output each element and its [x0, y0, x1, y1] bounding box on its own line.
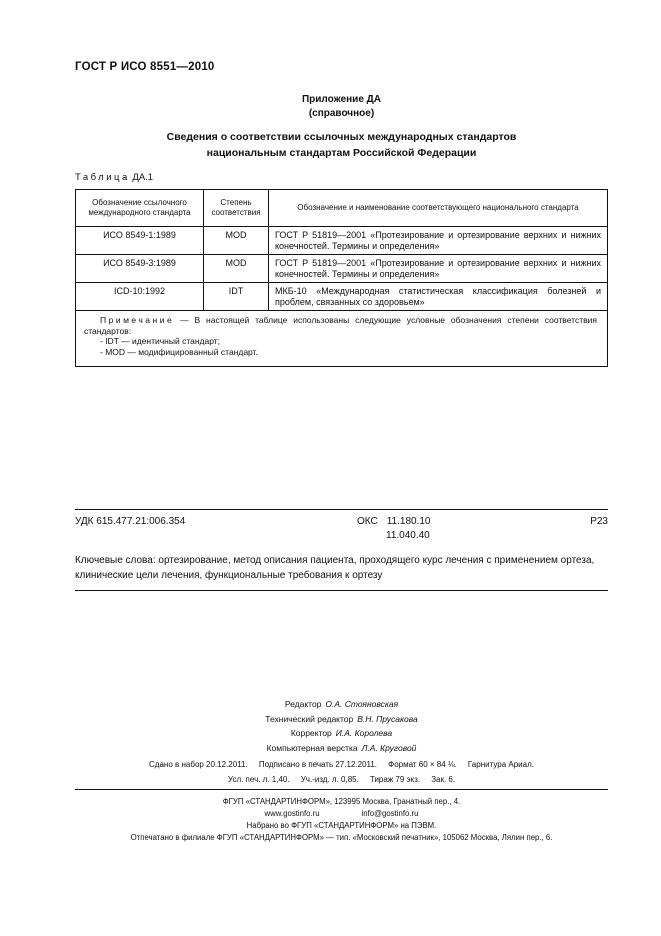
table-note	[76, 311, 608, 367]
header-degree-of-correspondence: Степень соответствия	[204, 190, 269, 227]
reference-standard-cell: ИСО 8549-3:1989	[76, 255, 204, 283]
note-text: — В настоящей таблице использованы следующие условные обозначения степени соответствия стандартов:	[84, 315, 597, 336]
annex-type: (справочное)	[308, 107, 375, 119]
degree-cell: MOD	[204, 227, 269, 255]
publisher-typeset-note: Набрано во ФГУП «СТАНДАРТИНФОРМ» на ПЭВМ.	[246, 821, 437, 830]
note-label: Примечание	[100, 315, 175, 325]
table-caption-number: ДА.1	[132, 172, 154, 183]
degree-cell: MOD	[204, 255, 269, 283]
reference-standard-cell: ИСО 8549-1:1989	[76, 227, 204, 255]
publisher-block	[75, 796, 608, 844]
national-standard-cell: МКБ-10 «Международная статистическая классификация болезней и проблем, связанных со здоровьем»	[269, 283, 608, 311]
publisher-contacts	[75, 808, 608, 820]
table-row	[76, 227, 608, 255]
degree-cell: IDT	[204, 283, 269, 311]
reference-standard-cell: ICD-10:1992	[76, 283, 204, 311]
header-national-standard: Обозначение и наименование соответствующего национального стандарта	[269, 190, 608, 227]
credit-role: Корректор	[290, 728, 332, 738]
oks-code-line	[357, 516, 430, 527]
annex-heading	[75, 93, 608, 120]
correspondence-table	[75, 189, 608, 367]
publisher-printing-note: Отпечатано в филиале ФГУП «СТАНДАРТИНФОРМ» — тип. «Московский печатник», 105062 Москва, Лялин пер., 6.	[130, 833, 553, 842]
publisher-email: info@gostinfo.ru	[361, 809, 419, 818]
annex-label: Приложение ДА	[301, 94, 382, 105]
publisher-address: ФГУП «СТАНДАРТИНФОРМ», 123995 Москва, Гранатный пер., 4.	[222, 797, 461, 806]
note-paragraph	[84, 315, 597, 336]
credit-name: Л.А. Круговой	[361, 742, 417, 753]
credit-proofreader	[75, 726, 608, 741]
group-code: Р23	[590, 516, 608, 527]
imprint-line-2: Усл. печ. л. 1,40. Уч.-изд. л. 0,85. Тираж 79 экз. Зак. 6.	[227, 775, 456, 784]
note-item-idt: - IDT — идентичный стандарт;	[100, 336, 221, 346]
table-note-row	[76, 311, 608, 367]
credit-layout	[75, 741, 608, 756]
classification-row	[75, 516, 608, 546]
divider-line	[75, 509, 608, 510]
credits-block	[75, 697, 608, 755]
national-standard-cell: ГОСТ Р 51819—2001 «Протезирование и ортезирование верхних и нижних конечностей. Термины и определения»	[269, 227, 608, 255]
oks-label: ОКС	[357, 516, 378, 527]
table-row	[76, 283, 608, 311]
credit-role: Компьютерная верстка	[266, 742, 358, 753]
credit-name: В.Н. Прусакова	[357, 713, 418, 724]
oks-code-2: 11.040.40	[386, 530, 430, 541]
udk-code: УДК 615.477.21:006.354	[75, 516, 186, 527]
section-title-text: Сведения о соответствии ссылочных международных стандартов национальным стандартам Российской Федерации	[166, 131, 517, 159]
credit-name: О.А. Стояновская	[325, 699, 399, 709]
credit-name: И.А. Королева	[335, 728, 393, 738]
credit-role: Редактор	[284, 699, 322, 709]
table-caption	[75, 172, 153, 183]
keywords-paragraph: Ключевые слова: ортезирование, метод описания пациента, проходящего курс лечения с применением ортеза, клинические цели лечения, функциональные требования к ортезу	[75, 555, 595, 581]
table-row	[76, 255, 608, 283]
publisher-website: www.gostinfo.ru	[264, 809, 320, 818]
section-title	[75, 130, 608, 161]
standard-number: ГОСТ Р ИСО 8551—2010	[75, 61, 215, 73]
table-header-row	[76, 190, 608, 227]
national-standard-cell: ГОСТ Р 51819—2001 «Протезирование и ортезирование верхних и нижних конечностей. Термины и определения»	[269, 255, 608, 283]
note-item-mod: - MOD — модифицированный стандарт.	[100, 346, 258, 357]
credit-technical-editor	[75, 712, 608, 727]
header-reference-standard: Обозначение ссылочного международного стандарта	[76, 190, 204, 227]
credit-editor	[75, 697, 608, 712]
credit-role: Технический редактор	[265, 713, 354, 724]
divider-line	[75, 590, 608, 591]
imprint-line-1: Сдано в набор 20.12.2011. Подписано в печать 27.12.2011. Формат 60 × 84 ⅛. Гарнитура Ариал.	[149, 760, 534, 769]
table-caption-word: Таблица	[75, 172, 130, 183]
oks-code-1: 11.180.10	[386, 516, 431, 527]
divider-line	[75, 789, 608, 790]
